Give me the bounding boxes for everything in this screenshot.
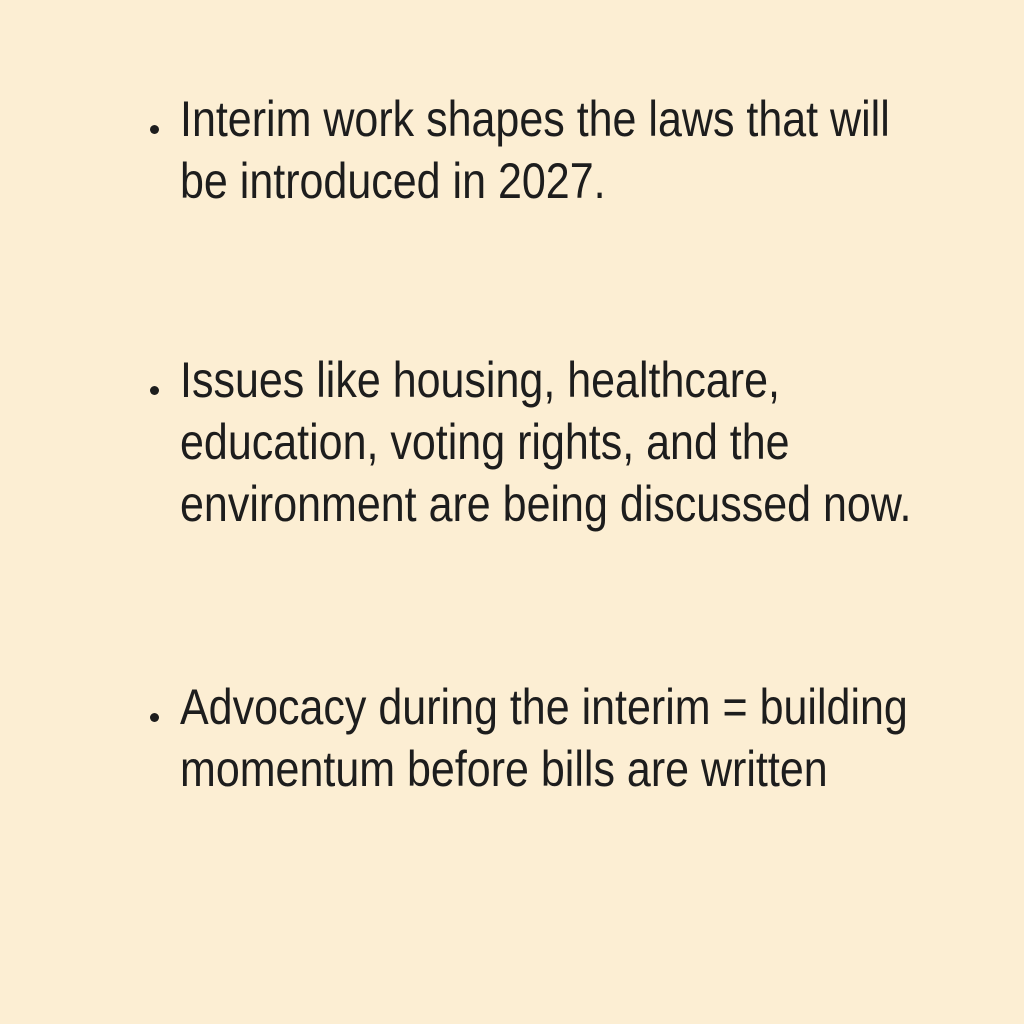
bullet-icon [150, 125, 159, 134]
bullet-line: Advocacy during the interim = building [180, 679, 908, 735]
bullet-text [180, 88, 984, 212]
bullet-item [150, 349, 984, 535]
bullet-item [150, 676, 984, 800]
bullet-item [150, 88, 984, 212]
bullet-text [180, 349, 984, 535]
bullet-line: be introduced in 2027. [180, 153, 606, 209]
bullet-icon [150, 713, 159, 722]
bullet-line: environment are being discussed now. [180, 476, 912, 532]
bullet-line: Issues like housing, healthcare, [180, 352, 780, 408]
bullet-line: momentum before bills are written [180, 741, 828, 797]
bullet-line: Interim work shapes the laws that will [180, 91, 890, 147]
bullet-icon [150, 386, 159, 395]
bullet-line: education, voting rights, and the [180, 414, 790, 470]
bullet-text [180, 676, 984, 800]
